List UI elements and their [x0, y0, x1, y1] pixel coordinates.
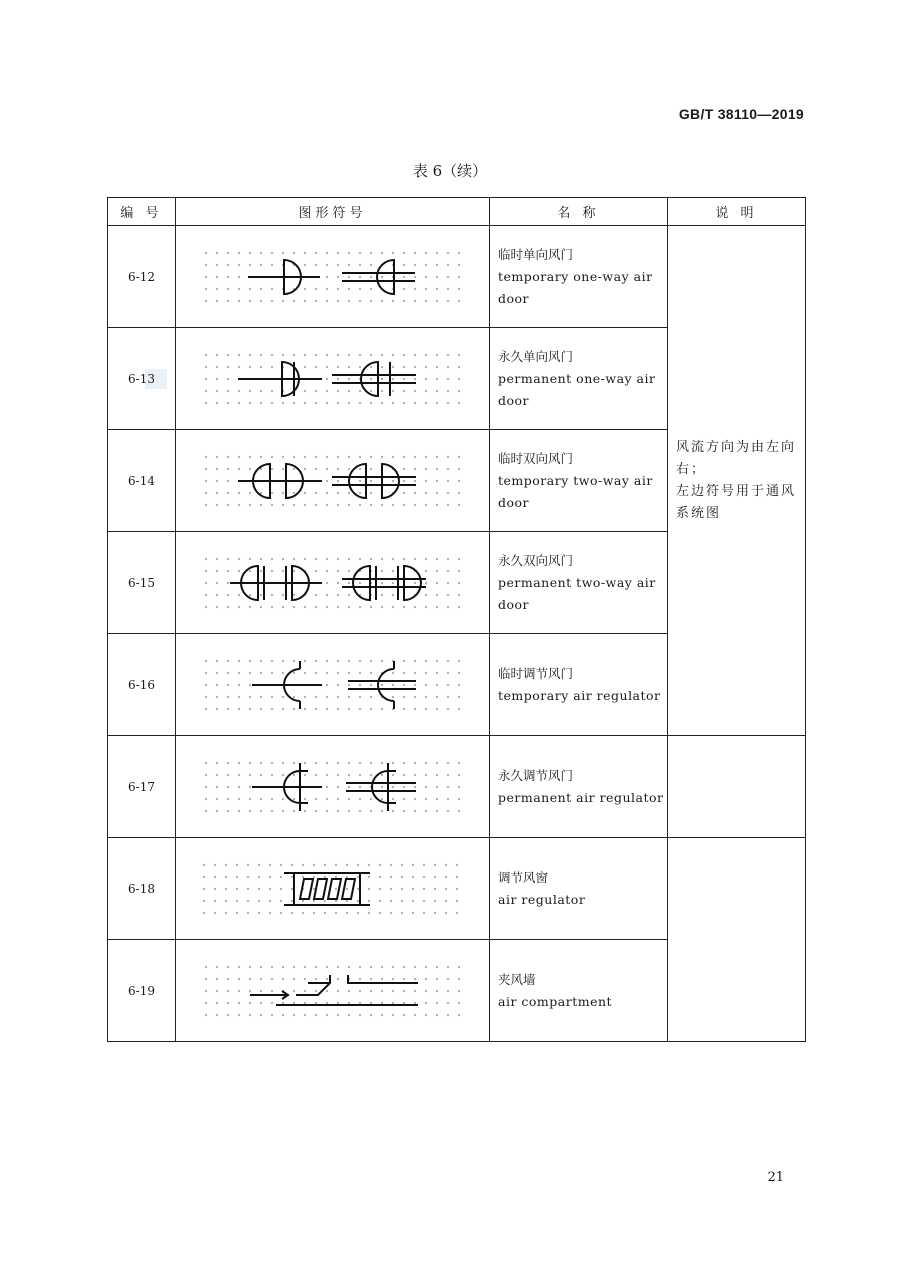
note-line: 风流方向为由左向右； — [676, 439, 797, 477]
symbol-cell — [176, 532, 490, 634]
table-caption: 表 6（续） — [412, 162, 488, 180]
name-en: air regulator — [498, 891, 586, 907]
air-regulator-window-symbol — [198, 859, 468, 919]
symbol-cell — [176, 736, 490, 838]
column-header-number: 编 号 — [108, 198, 176, 226]
name-cell — [490, 634, 668, 736]
name-cell — [490, 940, 668, 1042]
temporary-air-regulator-symbol — [200, 655, 465, 715]
name-zh: 临时双向风门 — [498, 450, 574, 466]
note-cell — [668, 226, 806, 736]
table-row — [108, 736, 806, 838]
name-en: permanent air regulator — [498, 789, 664, 805]
name-zh: 调节风窗 — [498, 869, 549, 885]
row-number: 6-15 — [108, 532, 176, 634]
row-number: 6-16 — [108, 634, 176, 736]
column-header-symbol: 图形符号 — [176, 198, 490, 226]
standard-code: GB/T 38110—2019 — [678, 106, 804, 122]
name-cell — [490, 532, 668, 634]
name-en: temporary two-way air door — [498, 472, 653, 510]
symbol-cell — [176, 328, 490, 430]
note-cell-empty — [668, 838, 806, 1042]
symbol-cell — [176, 430, 490, 532]
column-header-name: 名 称 — [490, 198, 668, 226]
name-zh: 永久单向风门 — [498, 348, 574, 364]
symbol-cell — [176, 634, 490, 736]
note-line: 左边符号用于通风系统图 — [676, 483, 797, 521]
row-number: 6-19 — [108, 940, 176, 1042]
page-number: 21 — [767, 1170, 784, 1185]
row-number: 6-14 — [108, 430, 176, 532]
column-header-note: 说 明 — [668, 198, 806, 226]
note-cell-empty — [668, 736, 806, 838]
name-en: permanent two-way air door — [498, 574, 656, 612]
name-cell — [490, 838, 668, 940]
table-row — [108, 838, 806, 940]
row-number: 6-13 — [108, 328, 176, 430]
name-en: temporary one-way air door — [498, 268, 653, 306]
name-en: permanent one-way air door — [498, 370, 656, 408]
name-cell — [490, 328, 668, 430]
symbol-cell — [176, 940, 490, 1042]
name-en: air compartment — [498, 993, 613, 1009]
name-cell — [490, 430, 668, 532]
symbol-cell — [176, 838, 490, 940]
name-zh: 临时调节风门 — [498, 665, 574, 681]
row-number: 6-18 — [108, 838, 176, 940]
table-row — [108, 226, 806, 328]
name-cell — [490, 226, 668, 328]
permanent-air-regulator-symbol — [200, 757, 465, 817]
row-number: 6-17 — [108, 736, 176, 838]
name-zh: 夹风墙 — [498, 971, 536, 987]
row-number: 6-12 — [108, 226, 176, 328]
name-zh: 临时单向风门 — [498, 246, 574, 262]
temporary-one-way-air-door-symbol — [200, 247, 465, 307]
symbol-table — [107, 197, 805, 1044]
air-compartment-symbol — [200, 961, 465, 1021]
temporary-two-way-air-door-symbol — [200, 451, 465, 511]
name-en: temporary air regulator — [498, 687, 661, 703]
name-cell — [490, 736, 668, 838]
name-zh: 永久调节风门 — [498, 767, 574, 783]
table-header-row — [108, 198, 806, 226]
permanent-two-way-air-door-symbol — [200, 553, 465, 613]
symbol-cell — [176, 226, 490, 328]
name-zh: 永久双向风门 — [498, 552, 574, 568]
permanent-one-way-air-door-symbol — [200, 349, 465, 409]
